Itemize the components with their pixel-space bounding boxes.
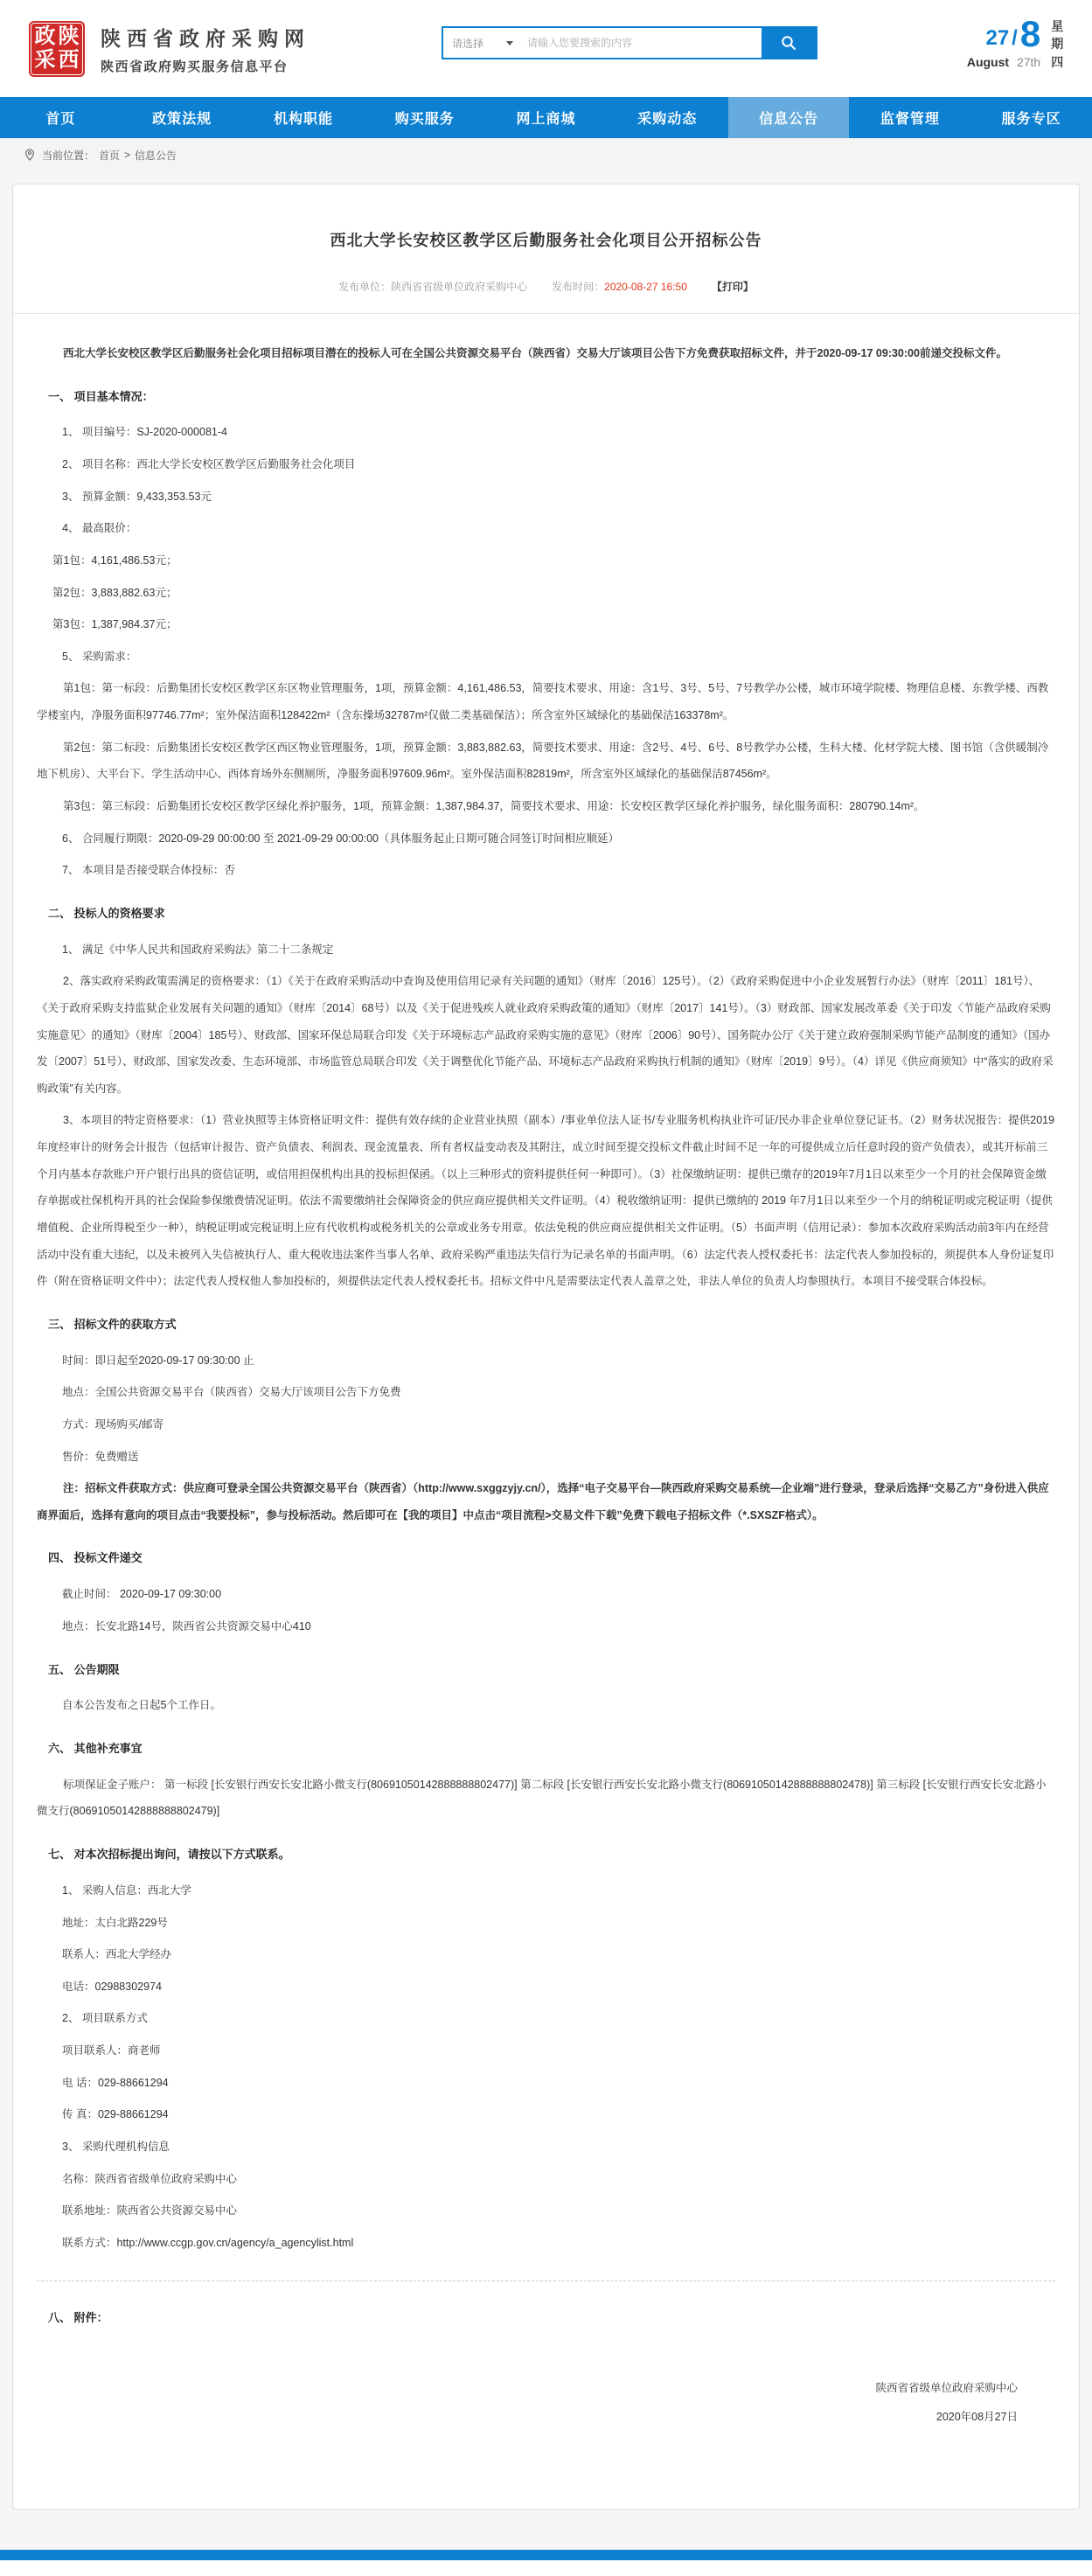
- section-heading: 四、 投标文件递交: [48, 1551, 143, 1565]
- article-paragraph: 地点：长安北路14号，陕西省公共资源交易中心410: [62, 1619, 311, 1633]
- article-paragraph: 2、 项目名称：西北大学长安校区教学区后勤服务社会化项目: [62, 458, 356, 471]
- date-ordinal: 27th: [1016, 55, 1041, 69]
- article-paragraph: 3、本项目的特定资格要求：（1）营业执照等主体资格证明文件：提供有效存续的企业营业执照（副本）/事业单位法人证书/专业服务机构执业许可证/民办非企业单位登记证书。（2）财务状况报告：提供2019年度经审计的财务会计报告（包括审计报告、资产负债表、利润表、现金流量表、所有者权益变动表及其附注，成立时间至提交投标文件截止时间不足一年的可提供成立后任意时段的资产负债表），或其开标前三个月内基本存款账户开户银行出具的资信证明，或信用担保机构出具的投标担保函。（以上三种形式的资料提供任何一种即可）。（3）社保缴纳证明：提供已缴存的2019年7月1日以来至少一个月的社会保障资金缴存单据或社保机构开具的社会保险参保缴费情况证明。依法不需要缴纳社会保障资金的供应商应提供相关文件证明。（4）税收缴纳证明：提供已缴纳的 2019 年7月1日以来至少一个月的纳税证明或完税证明（提供增值税、企业所得税至少一种），纳税证明或完税证明上应有代收机构或税务机关的公章或业务专用章。依法免税的供应商应提供相关文件证明。（5）书面声明（信用记录）：参加本次政府采购活动前3年内在经营活动中没有重大违纪，以及未被列入失信被执行人、重大税收违法案件当事人名单、政府采购严重违法失信行为记录名单的书面声明。（6）法定代表人授权委托书：法定代表人参加投标的，须提供本人身份证复印件（附在资格证明文件中）；法定代表人授权他人参加投标的，须提供法定代表人授权委托书。招标文件中凡是需要法定代表人盖章之处，非法人单位的负责人均参照执行。本项目不接受联合体投标。: [37, 1114, 1055, 1288]
- site-logo: [29, 21, 85, 77]
- section-heading: 三、 招标文件的获取方式: [48, 1317, 177, 1331]
- article-paragraph: 联系人：西北大学经办: [62, 1948, 172, 1961]
- article-paragraph: 标项保证金子账户： 第一标段 [长安银行西安长安北路小微支行(80691050142888888802477)] 第二标段 [长安银行西安长安北路小微支行(80691050142888888802478)] 第三标段 [长安银行西安长安北路小微支行(80691050142888888802479)]: [37, 1778, 1047, 1818]
- search-input[interactable]: [520, 28, 762, 58]
- publisher-value: 陕西省省级单位政府采购中心: [391, 281, 528, 293]
- article-paragraph: 西北大学长安校区教学区后勤服务社会化项目招标项目潜在的投标人可在全国公共资源交易平台（陕西省）交易大厅该项目公告下方免费获取招标文件，并于2020-09-17 09:30:00前递交投标文件。: [63, 347, 1007, 359]
- article-paragraph: 4、 最高限价：: [62, 522, 137, 535]
- date-widget: [966, 13, 1066, 71]
- logo-char: 采: [34, 48, 56, 72]
- article-paragraph: 2、落实政府采购政策需满足的资格要求：（1）《关于在政府采购活动中查询及使用信用记录有关问题的通知》（财库〔2016〕125号）。（2）《政府采购促进中小企业发展暂行办法》（财库〔2011〕181号）、《关于政府采购支持监狱企业发展有关问题的通知》（财库〔2014〕68号）以及《关于促进残疾人就业政府采购政策的通知》（财库〔2017〕141号）。（3）财政部、国家发展改革委《关于印发〈节能产品政府采购实施意见〉的通知》（财库〔2004〕185号）、财政部、国家环保总局联合印发《关于环境标志产品政府采购实施的意见》（财库〔2006〕90号）、国务院办公厅《关于建立政府强制采购节能产品制度的通知》（国办发〔2007〕51号）、财政部、国家发改委、生态环境部、市场监管总局联合印发《关于调整优化节能产品、环境标志产品政府采购执行机制的通知》（财库〔2019〕9号）。（4）详见《供应商须知》中“落实的政府采购政策”有关内容。: [37, 975, 1054, 1095]
- date-weekday: 星期四: [1051, 19, 1064, 69]
- article-paragraph: 3、 采购代理机构信息: [62, 2140, 170, 2153]
- article-paragraph: 5、 采购需求：: [62, 650, 137, 663]
- publish-time-value: 2020-08-27 16:50: [604, 281, 687, 293]
- nav-item-3[interactable]: 购买服务: [394, 112, 455, 127]
- nav-item-2[interactable]: 机构职能: [273, 112, 333, 127]
- article-paragraph: 1、 采购人信息：西北大学: [62, 1883, 191, 1897]
- article-paragraph: 6、 合同履行期限：2020-09-29 00:00:00 至 2021-09-29 00:00:00（具体服务起止日期可随合同签订时间相应顺延）: [62, 832, 620, 845]
- announcement-card: [12, 184, 1080, 2510]
- date-month-name: August: [966, 55, 1010, 69]
- breadcrumb-home-link[interactable]: 首页: [99, 149, 121, 162]
- article-paragraph: 第1包：第一标段：后勤集团长安校区教学区东区物业管理服务，1项，预算金额：4,161,486.53，简要技术要求、用途：含1号、3号、5号、7号教学办公楼，城市环境学院楼、物理信息楼、东教学楼、西教学楼室内，净服务面积97746.77m²；室外保洁面积128422m²（含东操场32787m²仅做二类基础保洁）；所含室外区域绿化的基础保洁163378m²。: [37, 682, 1049, 722]
- nav-item-8[interactable]: 服务专区: [1001, 112, 1061, 127]
- section-heading: 五、 公告期限: [48, 1662, 120, 1676]
- article-paragraph: 地址：太白北路229号: [62, 1916, 168, 1929]
- dashed-divider: [37, 2280, 1055, 2281]
- article-paragraph: 第1包：4,161,486.53元；: [52, 553, 177, 567]
- nav-item-1[interactable]: 政策法规: [152, 112, 212, 127]
- article-paragraph: 地点：全国公共资源交易平台（陕西省）交易大厅该项目公告下方免费: [62, 1386, 401, 1399]
- publish-time-field: [552, 279, 687, 294]
- logo-char: 政: [34, 24, 56, 48]
- date-month-number: 8: [1019, 13, 1041, 54]
- article-meta: [13, 279, 1079, 314]
- signature-org: 陕西省省级单位政府采购中心: [875, 2382, 1018, 2395]
- article-body: [13, 314, 1079, 2332]
- main-nav: [0, 97, 1092, 138]
- chevron-down-icon: [506, 41, 513, 45]
- article-paragraph: 时间：即日起至2020-09-17 09:30:00 止: [62, 1354, 254, 1367]
- article-paragraph: 注：招标文件获取方式：供应商可登录全国公共资源交易平台（陕西省）（http://www.sxggzyjy.cn/），选择“电子交易平台—陕西政府采购交易系统—企业端”进行登录，登录后选择“交易乙方”身份进入供应商界面后，选择有意向的项目点击“我要投标”，参与投标活动。然后即可在【我的项目】中点击“项目流程>交易文件下载”免费下载电子招标文件（*.SXSZF格式）。: [37, 1482, 1049, 1521]
- section-heading: 一、 项目基本情况：: [48, 389, 154, 403]
- date-slash: /: [1012, 26, 1018, 50]
- article-paragraph: 第2包：第二标段：后勤集团长安校区教学区西区物业管理服务，1项，预算金额：3,883,882.63，简要技术要求、用途：含2号、4号、6号、8号教学办公楼，生科大楼、化材学院大楼、图书馆（含供暖制冷地下机房）、大平台下、学生活动中心、西体育场外东侧厕所，净服务面积97609.96m²。室外保洁面积82819m²，所含室外区域绿化的基础保洁87456m²。: [37, 741, 1049, 781]
- article-paragraph: 2、 项目联系方式: [62, 2012, 148, 2025]
- nav-item-4[interactable]: 网上商城: [516, 112, 576, 127]
- site-titles: [101, 23, 310, 75]
- logo-char: 陕: [58, 24, 80, 48]
- search-category-select[interactable]: [443, 28, 520, 58]
- page-title: 西北大学长安校区教学区后勤服务社会化项目公开招标公告: [330, 232, 762, 249]
- print-button[interactable]: 【打印】: [711, 281, 754, 293]
- section-heading: 二、 投标人的资格要求: [48, 906, 165, 920]
- section-heading: 八、 附件：: [48, 2311, 108, 2325]
- article-paragraph: 第3包：1,387,984.37元；: [52, 618, 177, 631]
- footer-bar: [0, 2550, 1092, 2560]
- article-paragraph: 1、 项目编号：SJ-2020-000081-4: [62, 426, 227, 439]
- publisher-field: [338, 279, 527, 294]
- search-icon: [781, 35, 796, 51]
- article-paragraph: 联系方式：http://www.ccgp.gov.cn/agency/a_agencylist.html: [62, 2236, 354, 2249]
- breadcrumb: [0, 138, 1092, 171]
- article-paragraph: 3、 预算金额：9,433,353.53元: [62, 490, 212, 503]
- breadcrumb-current[interactable]: 信息公告: [135, 149, 177, 162]
- nav-item-7[interactable]: 监督管理: [880, 112, 940, 127]
- publisher-label: 发布单位：: [338, 281, 392, 293]
- nav-item-0[interactable]: 首页: [45, 112, 76, 127]
- article-paragraph: 第3包：第三标段：后勤集团长安校区教学区绿化养护服务，1项，预算金额：1,387,984.37，简要技术要求、用途：长安校区教学区绿化养护服务，绿化服务面积：280790.14m²。: [63, 799, 925, 812]
- article-paragraph: 7、 本项目是否接受联合体投标：否: [62, 864, 235, 877]
- nav-item-5[interactable]: 采购动态: [637, 112, 698, 127]
- signature-block: [13, 2374, 1079, 2431]
- site-title: 陕西省政府采购网: [101, 26, 310, 50]
- site-subtitle: 陕西省政府购买服务信息平台: [101, 59, 289, 74]
- breadcrumb-label: 当前位置：: [42, 149, 95, 162]
- article-paragraph: 自本公告发布之日起5个工作日。: [62, 1699, 221, 1712]
- publish-time-label: 发布时间：: [552, 281, 605, 293]
- breadcrumb-separator: >: [124, 149, 131, 161]
- search-select-label: 请选择: [452, 37, 484, 50]
- article-paragraph: 传 真：029-88661294: [62, 2108, 169, 2121]
- site-header: [0, 0, 1092, 97]
- signature-date: 2020年08月27日: [936, 2410, 1018, 2423]
- article-paragraph: 名称：陕西省省级单位政府采购中心: [62, 2172, 238, 2185]
- search-button[interactable]: [762, 28, 816, 58]
- article-paragraph: 项目联系人：商老师: [62, 2044, 161, 2057]
- section-heading: 七、 对本次招标提出询问，请按以下方式联系。: [48, 1848, 290, 1862]
- article-paragraph: 1、 满足《中华人民共和国政府采购法》第二十二条规定: [62, 943, 334, 956]
- logo-char: 西: [58, 48, 80, 72]
- date-day: 27: [985, 26, 1010, 50]
- page-main: [0, 171, 1092, 2550]
- article-paragraph: 截止时间： 2020-09-17 09:30:00: [62, 1588, 222, 1601]
- article-paragraph: 电话：02988302974: [62, 1980, 162, 1993]
- nav-item-6[interactable]: 信息公告: [728, 97, 850, 138]
- article-paragraph: 联系地址：陕西省公共资源交易中心: [62, 2204, 238, 2217]
- article-paragraph: 第2包：3,883,882.63元；: [52, 586, 177, 599]
- search-bar: [442, 26, 817, 59]
- location-pin-icon: [24, 149, 35, 161]
- article-paragraph: 售价：免费赠送: [62, 1450, 139, 1463]
- article-paragraph: 方式：现场购买/邮寄: [62, 1417, 163, 1431]
- article-paragraph: 电 话：029-88661294: [62, 2076, 169, 2089]
- section-heading: 六、 其他补充事宜: [48, 1741, 143, 1755]
